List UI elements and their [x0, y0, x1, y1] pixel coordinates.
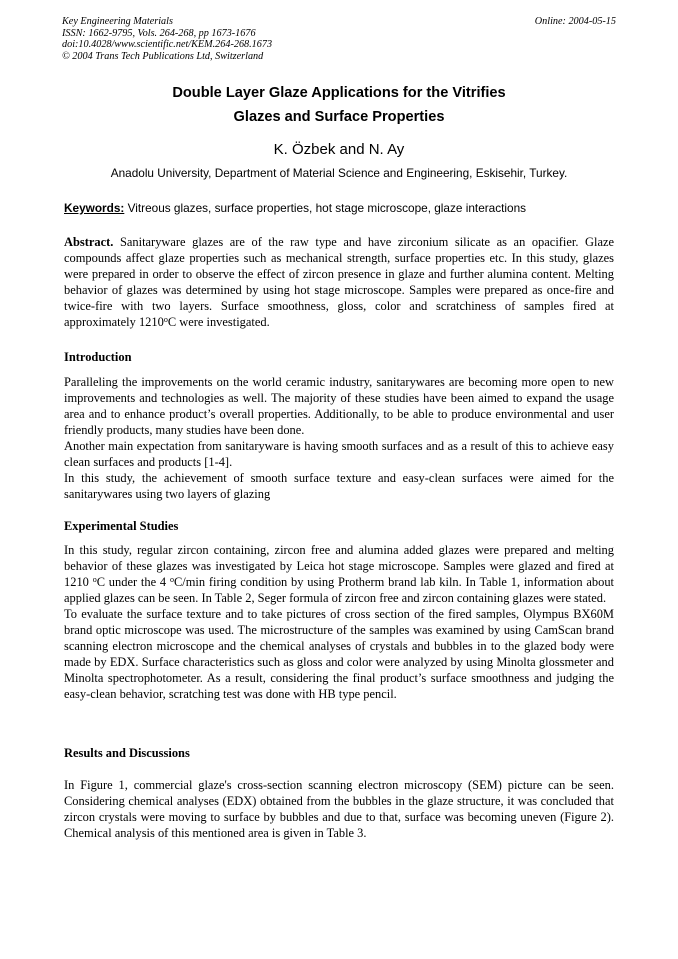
- introduction-paragraph-1: Paralleling the improvements on the world ceramic industry, sanitarywares are becoming more open to new improvements and technologies as well. The majority of these studies have been aimed to expand the usage area and to enhance product’s overall properties. Additionally, to be able to produce environmental and user friendly products, many studies have been done.: [64, 375, 614, 437]
- experimental-text-b: C under the 4: [96, 575, 170, 589]
- issn-line: ISSN: 1662-9795, Vols. 264-268, pp 1673-1676: [62, 27, 256, 39]
- paper-title-line-2: Glazes and Surface Properties: [233, 109, 445, 125]
- degree-sup: o: [169, 575, 174, 584]
- paper-title-line-1: Double Layer Glaze Applications for the Vitrifies: [172, 85, 506, 101]
- keywords-line: [64, 201, 616, 215]
- experimental-paragraph-1: [64, 542, 614, 606]
- experimental-body: [64, 542, 614, 702]
- experimental-paragraph-2: To evaluate the surface texture and to take pictures of cross section of the fired samples, Olympus BX60M brand optic microscope was used. The microstructure of the samples was examined by using CamScan brand scanning electron microscope and the chemical analyses of crystals and bubbles in to the glazed body were made by EDX. Surface characteristics such as gloss and color were analyzed by using Minolta glossmeter and Minolta spectrophotometer. As a result, considering the final product’s surface smoothness and judging the easy-clean behavior, scratching test was done with HB type pencil.: [64, 607, 614, 701]
- introduction-body: [64, 374, 614, 502]
- doi-line: doi:10.4028/www.scientific.net/KEM.264-268.1673: [62, 39, 273, 51]
- abstract-paragraph: [64, 234, 614, 330]
- abstract-text-2: C were investigated.: [167, 315, 270, 329]
- keywords-label: Keywords:: [64, 201, 125, 215]
- online-date: Online: 2004-05-15: [534, 16, 616, 27]
- degree-sup: o: [92, 575, 97, 584]
- results-heading: Results and Discussions: [64, 746, 190, 760]
- degree-sup: o: [163, 315, 168, 324]
- results-paragraph-1: In Figure 1, commercial glaze's cross-section scanning electron microscopy (SEM) picture can be seen. Considering chemical analyses (EDX) obtained from the bubbles in the glaze structure, it was concluded that zircon crystals were moving to surface by bubbles and due to that, surface was becoming uneven (Figure 2). Chemical analysis of this mentioned area is given in Table 3.: [64, 778, 614, 840]
- journal-header: [62, 16, 616, 62]
- journal-name: Key Engineering Materials: [62, 16, 173, 27]
- experimental-heading: Experimental Studies: [64, 519, 179, 533]
- keywords-text: Vitreous glazes, surface properties, hot stage microscope, glaze interactions: [127, 201, 527, 215]
- introduction-paragraph-2: Another main expectation from sanitaryware is having smooth surfaces and as a result of this to achieve easy clean surfaces and products [1-4].: [64, 439, 614, 469]
- authors: K. Özbek and N. Ay: [273, 141, 405, 158]
- introduction-heading: Introduction: [64, 350, 132, 364]
- abstract-text-1: Sanitaryware glazes are of the raw type and have zirconium silicate as an opacifier. Glaze compounds affect glaze properties such as mechanical strength, surface properties etc. In this study, glazes were prepared in order to observe the effect of zircon presence in glaze and further alumina content. Melting behavior of glazes was determined by using hot stage microscope. Samples were prepared as once-fire and twice-fire with two layers. Surface smoothness, gloss, color and scratchiness of samples fired at approximately 1210: [64, 235, 615, 329]
- introduction-paragraph-3: In this study, the achievement of smooth surface texture and easy-clean surfaces were aimed for the sanitarywares using two layers of glazing: [64, 471, 614, 501]
- abstract-label: Abstract.: [64, 235, 114, 249]
- experimental-text-c: C/min firing condition by using Protherm brand lab kiln. In Table 1, information about applied glazes can be seen. In Table 2, Seger formula of zircon free and zircon containing glazes were stated.: [64, 575, 615, 605]
- copyright-line: © 2004 Trans Tech Publications Ltd, Switzerland: [62, 50, 264, 62]
- experimental-text-a: In this study, regular zircon containing, zircon free and alumina added glazes were prepared and melting behavior of these glazes was investigated by Leica hot stage microscope. Samples were glazed and fired at 1210: [64, 543, 614, 589]
- affiliation: Anadolu University, Department of Material Science and Engineering, Eskisehir, Turkey.: [110, 166, 568, 180]
